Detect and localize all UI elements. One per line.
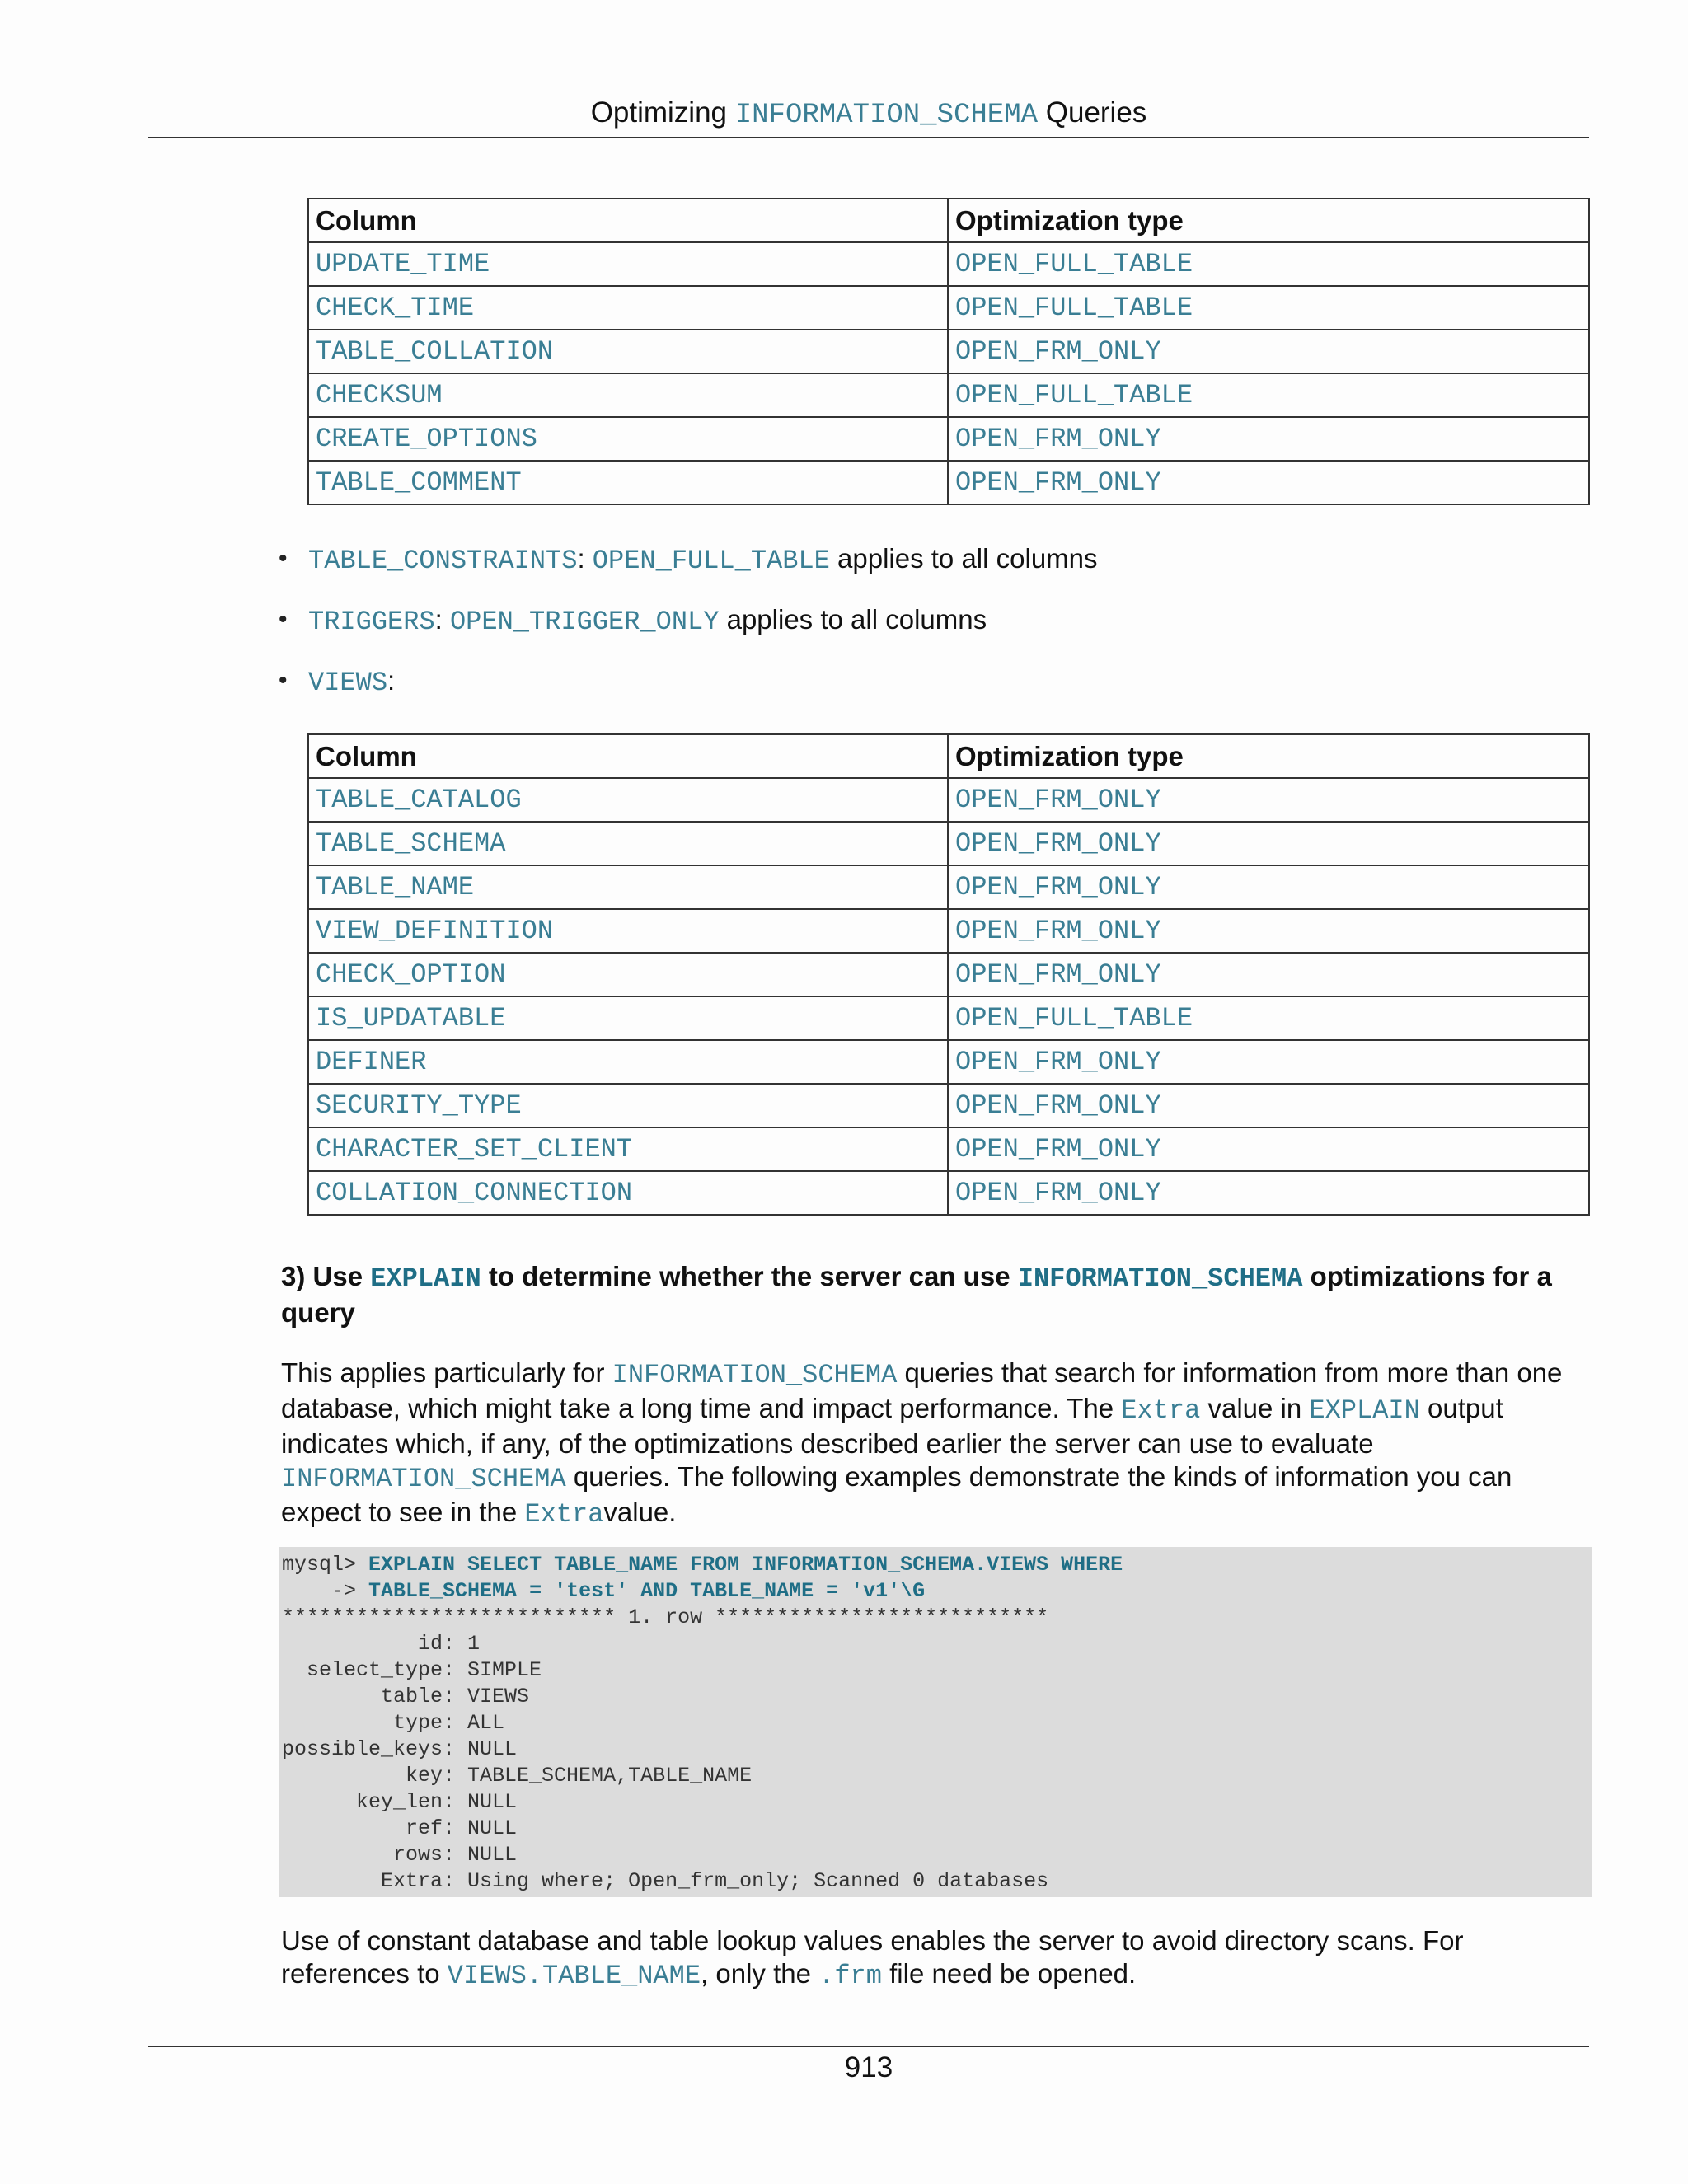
column-cell[interactable]: CHECK_TIME — [308, 286, 948, 330]
table-header-row — [308, 734, 1589, 778]
table-row — [308, 1127, 1589, 1171]
table-row — [308, 953, 1589, 996]
tables-optimization-table — [307, 198, 1590, 505]
table-row — [308, 242, 1589, 286]
information-schema-link[interactable]: INFORMATION_SCHEMA — [612, 1360, 898, 1390]
heading-text: 3) Use — [281, 1261, 363, 1291]
views-table-name-link[interactable]: VIEWS.TABLE_NAME — [447, 1961, 701, 1991]
column-cell[interactable]: DEFINER — [308, 1040, 948, 1084]
bullet-icon: • — [279, 606, 288, 633]
optimization-cell[interactable]: OPEN_FULL_TABLE — [948, 373, 1589, 417]
page-number: 913 — [844, 2051, 893, 2083]
table-name-link[interactable]: VIEWS — [308, 668, 388, 698]
heading-text: to determine whether the server can use — [488, 1261, 1010, 1291]
column-cell[interactable]: TABLE_COLLATION — [308, 330, 948, 373]
table-row — [308, 373, 1589, 417]
code-prompt: mysql> — [282, 1553, 369, 1577]
column-cell[interactable]: IS_UPDATABLE — [308, 996, 948, 1040]
paragraph-text: file need be opened. — [889, 1958, 1137, 1989]
optimization-type-link[interactable]: OPEN_TRIGGER_ONLY — [449, 607, 720, 637]
body-paragraph — [281, 1924, 1592, 1993]
table-row — [308, 330, 1589, 373]
code-command: EXPLAIN SELECT TABLE_NAME FROM INFORMATION_SCHEMA.VIEWS WHERE — [368, 1553, 1123, 1577]
paragraph-text: queries. The following examples demonstrate the kinds of information you can expect to see in the — [281, 1461, 1512, 1527]
column-cell[interactable]: TABLE_CATALOG — [308, 778, 948, 822]
separator: : — [387, 665, 396, 696]
table-name-link[interactable]: TRIGGERS — [308, 607, 435, 637]
list-item — [279, 663, 1589, 724]
table-row — [308, 1040, 1589, 1084]
column-cell[interactable]: TABLE_NAME — [308, 865, 948, 909]
heading-text: optimizations for a query — [281, 1261, 1552, 1328]
optimization-cell[interactable]: OPEN_FRM_ONLY — [948, 417, 1589, 461]
optimization-cell[interactable]: OPEN_FRM_ONLY — [948, 778, 1589, 822]
header-rule — [148, 137, 1589, 138]
optimization-cell[interactable]: OPEN_FRM_ONLY — [948, 822, 1589, 865]
paragraph-text: , only the — [701, 1958, 811, 1989]
paragraph-text: value in — [1207, 1393, 1302, 1423]
extra-code: Extra — [524, 1499, 604, 1530]
table-row — [308, 996, 1589, 1040]
column-cell[interactable]: CHARACTER_SET_CLIENT — [308, 1127, 948, 1171]
paragraph-text: value. — [603, 1497, 677, 1527]
column-cell[interactable]: SECURITY_TYPE — [308, 1084, 948, 1127]
paragraph-text: Use of constant database and table lookup values enables the server to avoid directory scans. For references to — [281, 1925, 1464, 1989]
optimization-cell[interactable]: OPEN_FRM_ONLY — [948, 1171, 1589, 1215]
body-paragraph — [281, 1357, 1592, 1531]
paragraph-text: This applies particularly for — [281, 1357, 605, 1388]
column-cell[interactable]: CHECKSUM — [308, 373, 948, 417]
table-row — [308, 865, 1589, 909]
header-code: INFORMATION_SCHEMA — [734, 100, 1039, 131]
bullet-text: applies to all columns — [837, 543, 1098, 574]
views-optimization-table — [307, 733, 1590, 1216]
table-row — [308, 1084, 1589, 1127]
column-cell[interactable]: VIEW_DEFINITION — [308, 909, 948, 953]
code-output: *************************** 1. row *************************** id: 1 select_type: SIMPLE table: VIEWS type: ALL possible_keys: NULL key: TABLE_SCHEMA,TABLE_NAME key_len: NULL ref: NULL rows: NULL Extra: Using where; Open_frm_only; Scanned 0 databases — [282, 1605, 1049, 1893]
explain-link[interactable]: EXPLAIN — [1309, 1395, 1420, 1426]
optimization-cell[interactable]: OPEN_FRM_ONLY — [948, 461, 1589, 504]
list-item — [279, 541, 1589, 602]
table-row — [308, 1171, 1589, 1215]
optimization-cell[interactable]: OPEN_FRM_ONLY — [948, 953, 1589, 996]
table-row — [308, 417, 1589, 461]
optimization-cell[interactable]: OPEN_FULL_TABLE — [948, 996, 1589, 1040]
optimization-type-header: Optimization type — [948, 199, 1589, 242]
code-continuation: -> — [282, 1579, 369, 1603]
optimization-cell[interactable]: OPEN_FRM_ONLY — [948, 330, 1589, 373]
bullet-text: applies to all columns — [726, 604, 987, 635]
code-command: TABLE_SCHEMA = 'test' AND TABLE_NAME = 'v1'\G — [368, 1579, 926, 1603]
optimization-cell[interactable]: OPEN_FULL_TABLE — [948, 242, 1589, 286]
optimization-cell[interactable]: OPEN_FRM_ONLY — [948, 1127, 1589, 1171]
bullet-icon: • — [279, 545, 288, 572]
column-header: Column — [308, 734, 948, 778]
separator: : — [577, 543, 585, 574]
column-cell[interactable]: TABLE_SCHEMA — [308, 822, 948, 865]
code-example — [279, 1547, 1592, 1897]
table-row — [308, 461, 1589, 504]
optimization-cell[interactable]: OPEN_FRM_ONLY — [948, 909, 1589, 953]
list-item — [279, 602, 1589, 663]
optimization-cell[interactable]: OPEN_FRM_ONLY — [948, 865, 1589, 909]
bullet-icon: • — [279, 667, 288, 694]
table-row — [308, 822, 1589, 865]
header-text-prefix: Optimizing — [590, 96, 728, 129]
separator: : — [434, 604, 443, 635]
column-cell[interactable]: UPDATE_TIME — [308, 242, 948, 286]
explain-link[interactable]: EXPLAIN — [370, 1263, 481, 1294]
column-cell[interactable]: CREATE_OPTIONS — [308, 417, 948, 461]
table-row — [308, 909, 1589, 953]
frm-code: .frm — [818, 1961, 882, 1991]
running-header — [148, 92, 1589, 136]
column-cell[interactable]: TABLE_COMMENT — [308, 461, 948, 504]
optimization-cell[interactable]: OPEN_FRM_ONLY — [948, 1084, 1589, 1127]
header-text-suffix: Queries — [1045, 96, 1147, 129]
extra-code: Extra — [1121, 1395, 1201, 1426]
information-schema-link[interactable]: INFORMATION_SCHEMA — [281, 1464, 566, 1494]
information-schema-link[interactable]: INFORMATION_SCHEMA — [1017, 1263, 1303, 1294]
optimization-type-header: Optimization type — [948, 734, 1589, 778]
table-name-link[interactable]: TABLE_CONSTRAINTS — [308, 546, 578, 576]
column-cell[interactable]: CHECK_OPTION — [308, 953, 948, 996]
paragraph-text: queries that search for information from more than one database, which might take a long time and impact performance. The — [281, 1357, 1563, 1423]
column-header: Column — [308, 199, 948, 242]
table-row — [308, 286, 1589, 330]
paragraph-text: output indicates which, if any, of the optimizations described earlier the server can use to evaluate — [281, 1393, 1503, 1459]
table-header-row — [308, 199, 1589, 242]
section-heading — [281, 1259, 1592, 1329]
optimization-cell[interactable]: OPEN_FRM_ONLY — [948, 1040, 1589, 1084]
column-cell[interactable]: COLLATION_CONNECTION — [308, 1171, 948, 1215]
optimization-cell[interactable]: OPEN_FULL_TABLE — [948, 286, 1589, 330]
table-row — [308, 778, 1589, 822]
table-bullet-list — [279, 541, 1589, 724]
optimization-type-link[interactable]: OPEN_FULL_TABLE — [592, 546, 830, 576]
